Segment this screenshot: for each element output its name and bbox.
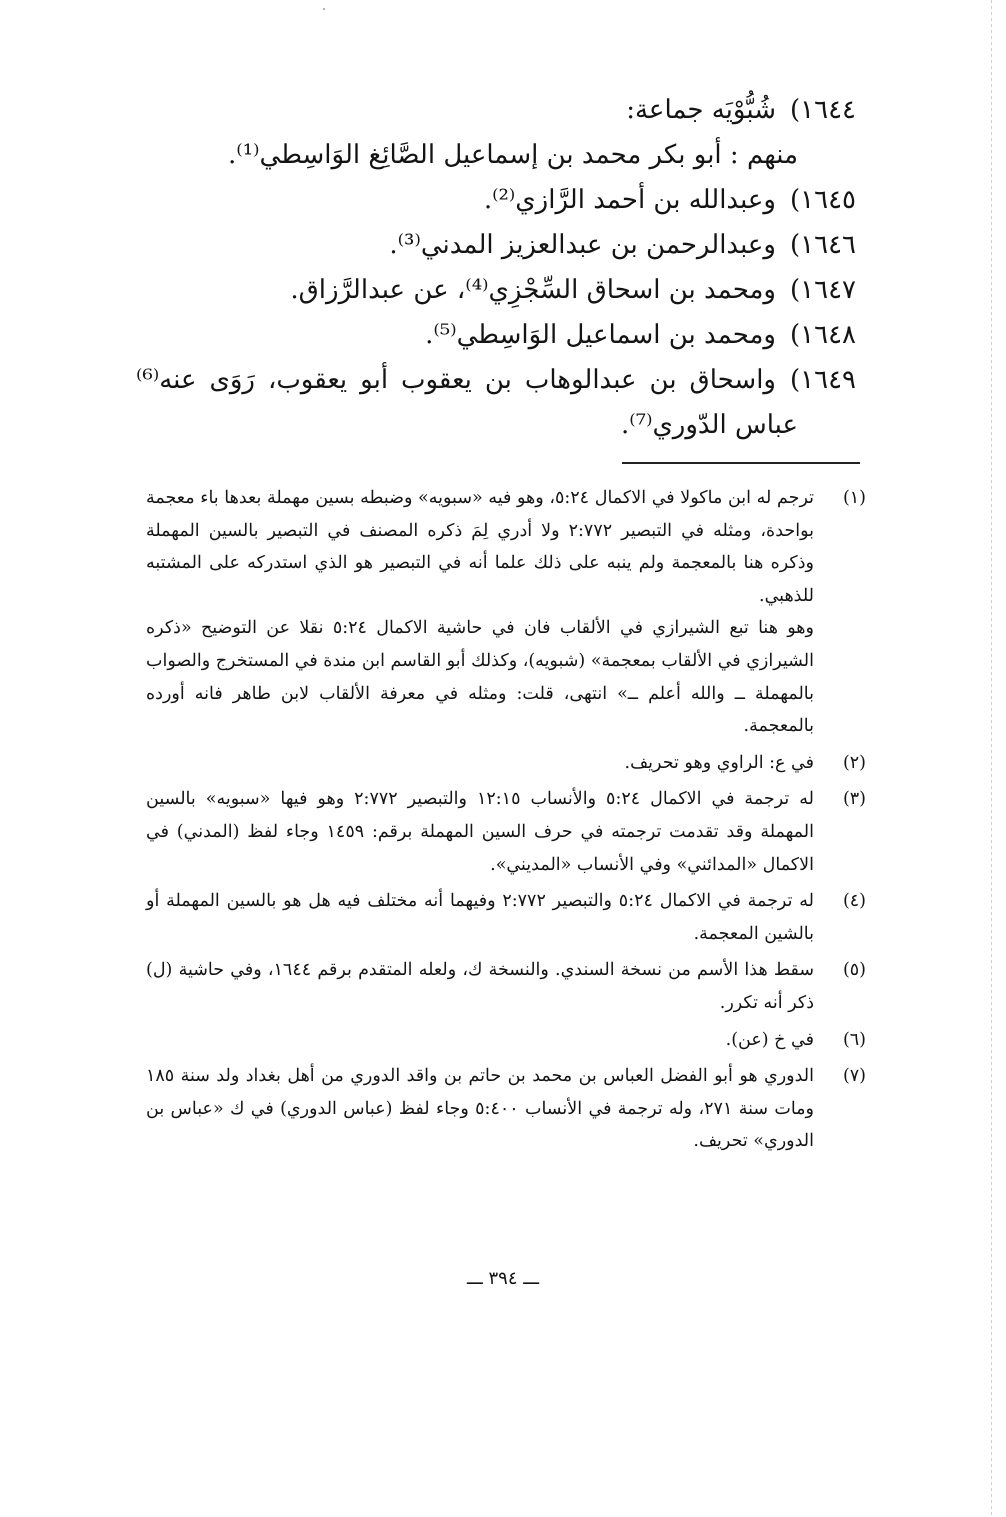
footnote-paragraph: في ع: الراوي وهو تحريف. [624, 752, 814, 773]
footnote-divider [622, 462, 860, 464]
footnote-paragraph: في خ (عن). [725, 1029, 814, 1050]
entry-text: وعبدالرحمن بن عبدالعزيز المدني⁽³⁾. [389, 230, 776, 260]
entry-line [136, 223, 856, 268]
footnote [146, 783, 866, 881]
entry-text: منهم : أبو بكر محمد بن إسماعيل الصَّائِغ الوَاسِطي⁽¹⁾. [228, 140, 798, 170]
footnote-number: (٧) [842, 1066, 866, 1087]
footnote [146, 885, 866, 950]
entry-text: وعبدالله بن أحمد الرَّازي⁽²⁾. [483, 185, 776, 215]
entry-text: شُبُّوْيَه جماعة: [626, 95, 776, 125]
footnote-number: (٢) [842, 752, 866, 773]
entry-text: عباس الدّوري⁽⁷⁾. [620, 410, 798, 440]
entry-number: ١٦٤٨) [789, 320, 856, 350]
entry-number: ١٦٤٥) [789, 185, 856, 215]
entry-line [136, 313, 856, 358]
footnote-paragraph: سقط هذا الأسم من نسخة السندي. والنسخة ك، ولعله المتقدم برقم ١٦٤٤، وفي حاشية (ل) ذكر أنه تكرر. [146, 960, 814, 1013]
footnote-body [146, 885, 814, 950]
entry-text: ومحمد بن اسماعيل الوَاسِطي⁽⁵⁾. [425, 320, 776, 350]
footnote-body [146, 747, 814, 780]
entry-line [136, 358, 856, 403]
footnote-paragraph: له ترجمة في الاكمال ٥:٢٤ والأنساب ١٢:١٥ والتبصير ٢:٧٧٢ وهو فيها «سبويه» بالسين المهملة وقد تقدمت ترجمته في حرف السين المهملة برقم: ١٤٥٩ وجاء لفظ (المدني) في الاكمال «المدائني» وفي الأنساب «المديني». [146, 789, 814, 875]
footnote-body [146, 482, 814, 743]
entry-text: واسحاق بن عبدالوهاب بن يعقوب أبو يعقوب، رَوَى عنه⁽⁶⁾ [136, 365, 776, 395]
footnote-number: (٦) [842, 1029, 866, 1050]
footnote-paragraph: له ترجمة في الاكمال ٥:٢٤ والتبصير ٢:٧٧٢ وفيهما أنه مختلف فيه هل هو بالسين المهملة أو بالشين المعجمة. [146, 891, 814, 944]
scan-speck [323, 8, 325, 10]
entry-continuation [136, 403, 856, 448]
footnote-body [146, 1060, 814, 1158]
main-entries [136, 88, 856, 448]
entry-number: ١٦٤٧) [789, 275, 856, 305]
footnote-paragraph: ترجم له ابن ماكولا في الاكمال ٥:٢٤، وهو فيه «سبويه» وضبطه بسين مهملة بعدها باء معجمة بواحدة، ومثله في التبصير ٢:٧٧٢ ولا أدري لِمَ ذكره المصنف في التبصير بالسين المهملة وذكره هنا بالمعجمة ولم ينبه على ذلك علما أنه في التبصير هو الذي استدركه على المشتبه للذهبي. [146, 488, 814, 606]
footnote-paragraph: وهو هنا تبع الشيرازي في الألقاب فان في حاشية الاكمال ٥:٢٤ نقلا عن التوضيح «ذكره الشيرازي في الألقاب بمعجمة» (شبويه)، وكذلك أبو القاسم ابن مندة في المستخرج والصواب بالمهملة ــ والله أعلم ــ» انتهى، قلت: ومثله في معرفة الألقاب لابن طاهر فانه أورده بالمعجمة. [146, 618, 814, 737]
scan-edge-line [991, 0, 992, 1517]
entry-text: ومحمد بن اسحاق السِّجْزِي⁽⁴⁾، عن عبدالرَّزاق. [290, 275, 776, 305]
footnote [146, 1060, 866, 1158]
footnote-number: (٥) [842, 960, 866, 981]
footnote-body [146, 783, 814, 881]
footnote [146, 482, 866, 743]
entry-number: ١٦٤٤) [789, 95, 856, 125]
footnote [146, 954, 866, 1019]
footnote-number: (٤) [842, 891, 866, 912]
entry-number: ١٦٤٩) [789, 365, 856, 395]
footnote-number: (٣) [842, 789, 866, 810]
entry-line [136, 178, 856, 223]
page-number: ـــ ٣٩٤ ـــ [466, 1268, 540, 1289]
footnote [146, 747, 866, 780]
footnote-body [146, 1024, 814, 1057]
footnote [146, 1024, 866, 1057]
entry-number: ١٦٤٦) [789, 230, 856, 260]
entry-line [136, 88, 856, 133]
footnote-paragraph: الدوري هو أبو الفضل العباس بن محمد بن حاتم بن واقد الدوري من أهل بغداد ولد سنة ١٨٥ ومات سنة ٢٧١، وله ترجمة في الأنساب ٥:٤٠٠ وجاء لفظ (عباس الدوري) في ك «عباس بن الدوري» تحريف. [146, 1066, 814, 1152]
footnote-number: (١) [842, 488, 866, 508]
footnotes-section [146, 482, 866, 1162]
footnote-body [146, 954, 814, 1019]
entry-line [136, 268, 856, 313]
entry-subline [136, 133, 856, 178]
